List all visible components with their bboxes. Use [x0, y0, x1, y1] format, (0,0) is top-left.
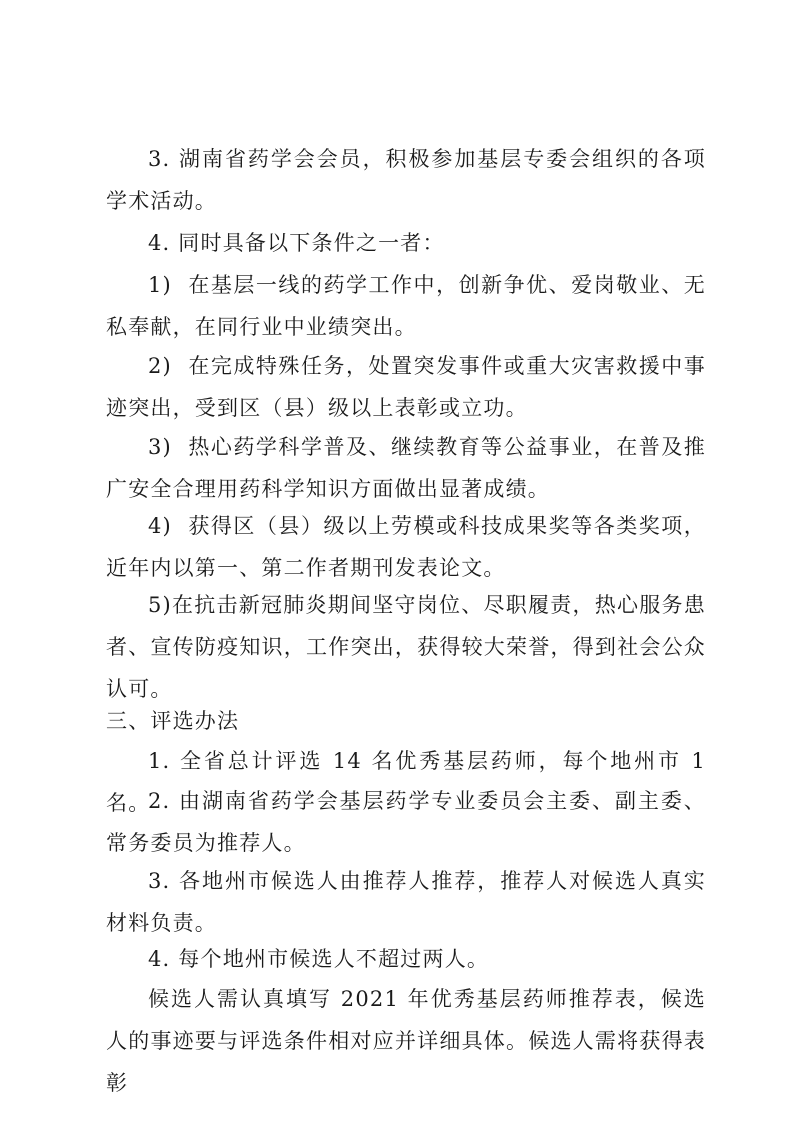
paragraph-method-2: 2. 由湖南省药学会基层药学专业委员会主委、副主委、常务委员为推荐人。	[106, 789, 706, 855]
paragraph-membership: 3. 湖南省药学会会员，积极参加基层专委会组织的各项学术活动。	[106, 147, 706, 213]
paragraph-conditions-intro: 4. 同时具备以下条件之一者：	[148, 231, 445, 255]
paragraph-condition-2: 2) 在完成特殊任务，处置突发事件或重大灾害救援中事迹突出，受到区（县）级以上表彰或立功。	[106, 354, 706, 420]
paragraph-condition-5: 5)在抗击新冠肺炎期间坚守岗位、尽职履责，热心服务患者、宣传防疫知识，工作突出，获得较大荣誉，得到社会公众认可。	[106, 593, 706, 701]
paragraph-condition-1: 1) 在基层一线的药学工作中，创新争优、爱岗敬业、无私奉献，在同行业中业绩突出。	[106, 273, 706, 339]
paragraph-condition-3: 3) 热心药学科学普及、继续教育等公益事业，在普及推广安全合理用药科学知识方面做出显著成绩。	[106, 435, 706, 501]
paragraph-condition-4: 4) 获得区（县）级以上劳模或科技成果奖等各类奖项，近年内以第一、第二作者期刊发表论文。	[106, 514, 706, 580]
paragraph-method-1: 1. 全省总计评选 14 名优秀基层药师，每个地州市 1 名。	[106, 749, 714, 815]
paragraph-method-3: 3. 各地州市候选人由推荐人推荐，推荐人对候选人真实材料负责。	[106, 869, 706, 935]
section-heading-selection-method: 三、评选办法	[106, 709, 240, 733]
paragraph-method-4: 4. 每个地州市候选人不超过两人。	[148, 947, 490, 971]
paragraph-recommendation-form: 候选人需认真填写 2021 年优秀基层药师推荐表，候选人的事迹要与评选条件相对应并详细具体。候选人需将获得表彰	[106, 987, 706, 1095]
